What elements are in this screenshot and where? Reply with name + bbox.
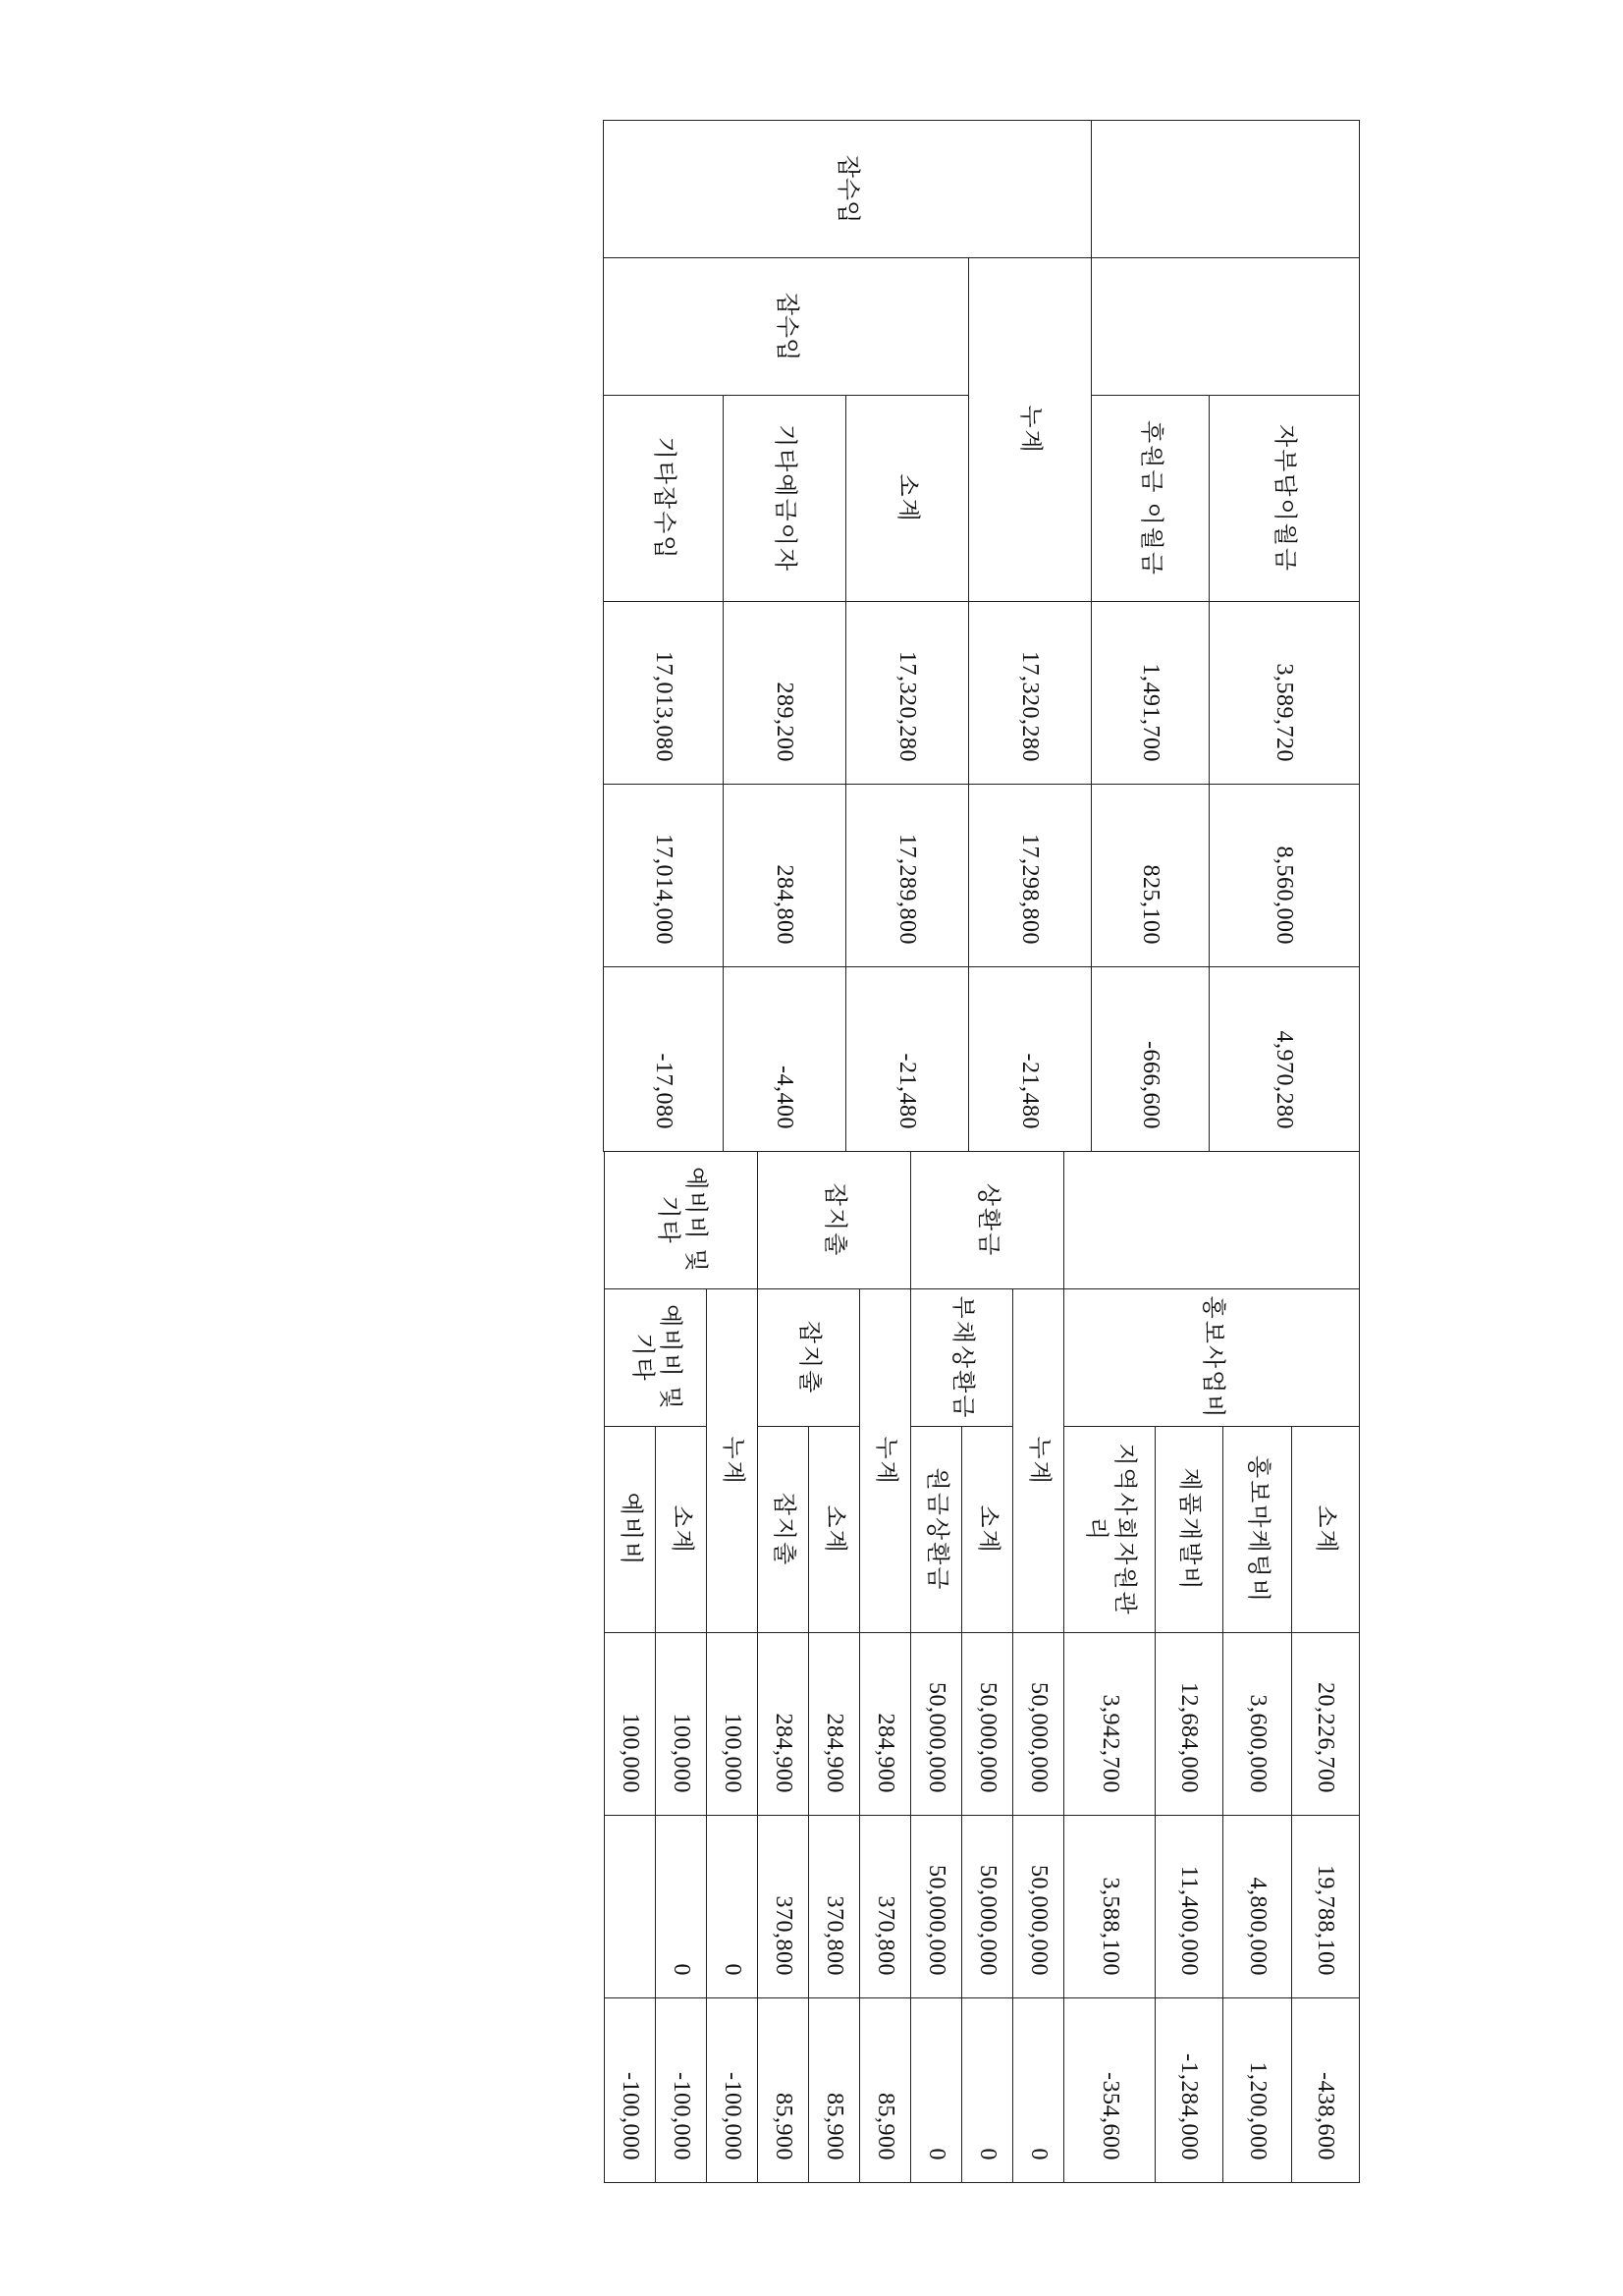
value-cell: 3,589,720 [1210,602,1360,785]
table-row [1013,1152,1064,2183]
value-cell: 17,298,800 [969,785,1092,967]
item-cell: 후원금 이월금 [1092,396,1210,602]
value-cell: 284,900 [758,1633,809,1816]
item-cell: 제품개발비 [1155,1427,1222,1633]
value-cell: -21,480 [846,967,969,1152]
expense-table-section [604,1151,1360,2182]
value-cell: 4,800,000 [1223,1816,1291,1998]
subtotal-cell: 누계 [860,1289,911,1633]
value-cell: 8,560,000 [1210,785,1360,967]
item-cell: 기타잡수입 [604,396,724,602]
value-cell: -100,000 [605,1998,656,2183]
value-cell: 4,970,280 [1210,967,1360,1152]
budget-table-rotated [604,120,1360,2182]
value-cell: -100,000 [707,1998,758,2183]
subcategory-cell: 부채상환금 [911,1289,1013,1427]
value-cell: -4,400 [724,967,846,1152]
table-row [656,1152,707,2183]
value-cell: 11,400,000 [1155,1816,1222,1998]
subcategory-cell: 홍보사업비 [1064,1289,1360,1427]
value-cell: 284,900 [860,1633,911,1816]
item-cell: 소계 [962,1427,1013,1633]
value-cell: -438,600 [1291,1998,1359,2183]
value-cell: 50,000,000 [962,1816,1013,1998]
item-cell: 잡지출 [758,1427,809,1633]
value-cell: 17,320,280 [846,602,969,785]
value-cell: 85,900 [809,1998,860,2183]
value-cell: 0 [707,1816,758,1998]
subtotal-cell: 누계 [707,1289,758,1633]
value-cell: -21,480 [969,967,1092,1152]
value-cell: 50,000,000 [911,1633,962,1816]
item-cell: 소계 [1291,1427,1359,1633]
expense-table [604,1151,1360,2183]
item-cell: 자부담이월금 [1210,396,1360,602]
value-cell: 1,200,000 [1223,1998,1291,2183]
value-cell: 0 [656,1816,707,1998]
value-cell: 100,000 [707,1633,758,1816]
subcategory-cell [1092,258,1360,396]
item-cell: 소계 [809,1427,860,1633]
item-cell: 홍보마케팅비 [1223,1427,1291,1633]
income-table-section [604,120,1360,1151]
subtotal-cell: 누계 [969,258,1092,602]
table-row [969,121,1092,1152]
item-cell: 소계 [656,1427,707,1633]
subtotal-cell: 누계 [1013,1289,1064,1633]
value-cell: 85,900 [860,1998,911,2183]
value-cell: 17,013,080 [604,602,724,785]
value-cell: 20,226,700 [1291,1633,1359,1816]
value-cell: -666,600 [1092,967,1210,1152]
category-cell: 상환금 [911,1152,1064,1289]
value-cell: 50,000,000 [1013,1633,1064,1816]
category-cell: 잡수입 [604,121,1092,258]
value-cell: 85,900 [758,1998,809,2183]
subcategory-cell: 잡지출 [758,1289,860,1427]
value-cell: 50,000,000 [1013,1816,1064,1998]
table-row [846,121,969,1152]
value-cell: 3,942,700 [1064,1633,1156,1816]
value-cell: -354,600 [1064,1998,1156,2183]
table-row [860,1152,911,2183]
value-cell: 0 [1013,1998,1064,2183]
value-cell: 1,491,700 [1092,602,1210,785]
value-cell: 284,900 [809,1633,860,1816]
value-cell: 50,000,000 [911,1816,962,1998]
value-cell: 370,800 [809,1816,860,1998]
item-cell: 원금상환금 [911,1427,962,1633]
value-cell: -100,000 [656,1998,707,2183]
table-row [962,1152,1013,2183]
value-cell: 19,788,100 [1291,1816,1359,1998]
item-cell: 지역사회자원관리 [1064,1427,1156,1633]
value-cell: 17,289,800 [846,785,969,967]
value-cell: -1,284,000 [1155,1998,1222,2183]
category-cell [1092,121,1360,258]
value-cell: 3,588,100 [1064,1816,1156,1998]
value-cell: 370,800 [860,1816,911,1998]
table-row [1210,121,1360,1152]
value-cell: 0 [911,1998,962,2183]
value-cell: 0 [962,1998,1013,2183]
income-table [603,120,1360,1152]
value-cell [605,1816,656,1998]
value-cell: 12,684,000 [1155,1633,1222,1816]
value-cell: 100,000 [656,1633,707,1816]
category-cell: 잡지출 [758,1152,911,1289]
table-row [1291,1152,1359,2183]
category-cell: 예비비 및 기타 [605,1152,758,1289]
value-cell: 825,100 [1092,785,1210,967]
value-cell: 17,014,000 [604,785,724,967]
item-cell: 예비비 [605,1427,656,1633]
item-cell: 소계 [846,396,969,602]
table-row [809,1152,860,2183]
subcategory-cell: 예비비 및 기타 [605,1289,707,1427]
item-cell: 기타예금이자 [724,396,846,602]
value-cell: 284,800 [724,785,846,967]
category-cell [1064,1152,1360,1289]
value-cell: 370,800 [758,1816,809,1998]
value-cell: 17,320,280 [969,602,1092,785]
value-cell: -17,080 [604,967,724,1152]
table-row [707,1152,758,2183]
subcategory-cell: 잡수입 [604,258,969,396]
value-cell: 100,000 [605,1633,656,1816]
value-cell: 289,200 [724,602,846,785]
rotated-page-area [604,120,1360,2182]
value-cell: 3,600,000 [1223,1633,1291,1816]
value-cell: 50,000,000 [962,1633,1013,1816]
